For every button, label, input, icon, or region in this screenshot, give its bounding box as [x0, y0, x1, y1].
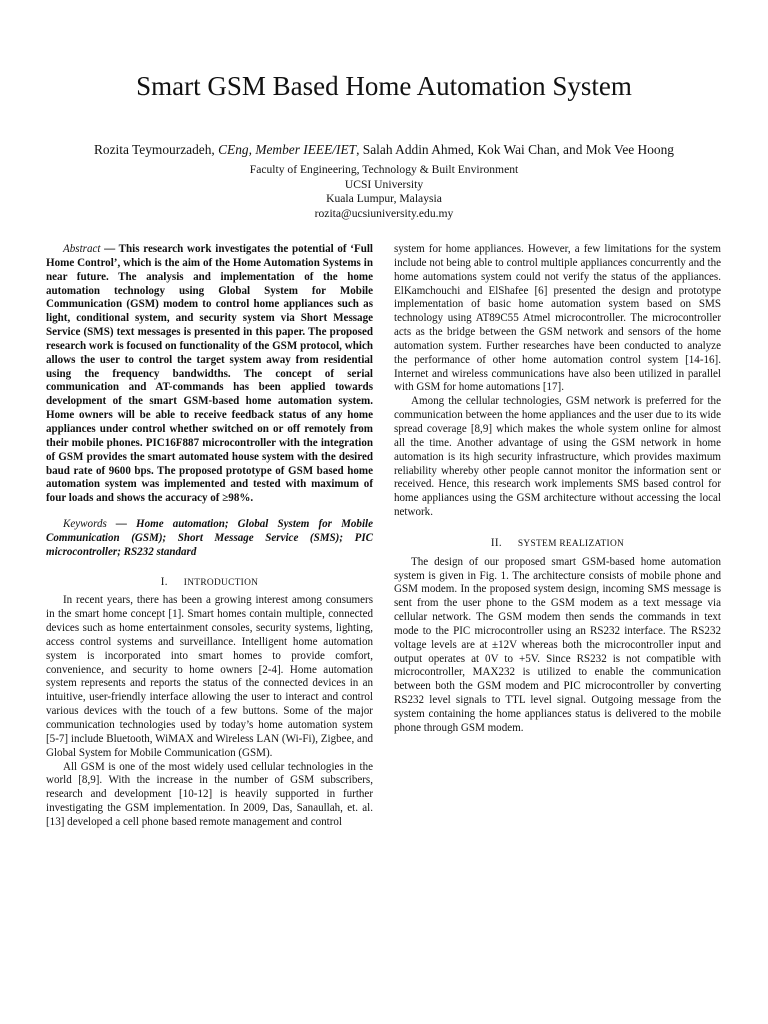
body-paragraph: All GSM is one of the most widely used cellular technologies in the world [8,9]. With the increase in the number of GSM subscribers, research and development [10-12] is heavily supported in further investigating the GSM implementation. In 2009, Das, Sanaullah, et. al. [13] developed a cell phone based remote management and control [46, 760, 373, 828]
right-column [394, 243, 721, 736]
abstract-label: Abstract [63, 243, 101, 255]
left-column [46, 243, 373, 830]
section-heading-system-realization [394, 537, 721, 552]
paper-title: Smart GSM Based Home Automation System [136, 71, 632, 101]
affiliation-location: Kuala Lumpur, Malaysia [326, 192, 442, 206]
body-paragraph: Among the cellular technologies, GSM network is preferred for the communication between the home appliances and the user due to its wide spread coverage [8,9] which makes the whole system online for almost all the time. Another advantage of using the GSM network in home automation is its high security infrastructure, which provides maximum reliability whereby other people cannot monitor the information sent or received. Hence, this research work implements SMS based control for home appliances using the GSM architecture without accessing the local network. [394, 395, 721, 519]
keywords-label: Keywords [63, 518, 107, 531]
body-paragraph: In recent years, there has been a growing interest among consumers in the smart home concept [1]. Smart homes contain multiple, connected devices such as home entertainment consoles, security systems, lighting, access control systems and surveillance. Intelligent home automation system is incorporated into smart homes to provide comfort, convenience, and security to home owners [2-4]. Home automation system represents and reports the status of the connected devices in an intuitive, user-friendly interface allowing the user to interact and control various devices with the touch of a few buttons. Some of the major communication technologies used by today’s home automation system [5-7] include Bluetooth, WiMAX and Wireless LAN (Wi-Fi), Zigbee, and Global System for Mobile Communication (GSM). [46, 594, 373, 759]
affiliation-university: UCSI University [344, 177, 424, 191]
section-title: SYSTEM REALIZATION [517, 538, 625, 549]
keywords-text: — Home automation; Global System for Mobile Communication (GSM); Short Message Service (SMS); PIC microcontroller; RS232 standard [46, 518, 373, 558]
section-number: I. [160, 575, 168, 588]
author-email[interactable]: rozita@ucsiuniversity.edu.my [314, 206, 454, 220]
abstract-text: — This research work investigates the potential of ‘Full Home Control’, which is the aim of the Home Automation Systems in near future. The analysis and implementation of the home automation technology using Global System for Mobile Communication (GSM) modem to control home appliances such as light, conditional system, and security system via Short Message Service (SMS) text messages is presented in this paper. The proposed research work is focused on functionality of the GSM protocol, which allows the user to control the target system away from residential using the frequency bandwidths. The concept of serial communication and AT-commands has been applied towards development of the smart GSM-based home automation system. Home owners will be able to receive feedback status of any home appliances under control whether switched on or off remotely from their mobile phones. PIC16F887 microcontroller with the integration of GSM provides the smart automated house system with the desired baud rate of 9600 bps. The proposed prototype of GSM based home automation system was implemented and tested with maximum of four loads and shows the accuracy of ≥98%. [46, 243, 373, 505]
body-paragraph: The design of our proposed smart GSM-based home automation system is given in Fig. 1. The architecture consists of mobile phone and GSM modem. In the proposed system design, incoming SMS message is sent from the user phone to the GSM modem as a text message via cellular network. The GSM modem then sends the commands in text mode to the PIC microcontroller using an RS232 interface. The RS232 voltage levels are at ±12V whereas both the microcontroller input and output operates at 0V to +5V. Since RS232 is not compatible with microcontroller, MAX232 is utilized to enable the communication between both the GSM modem and PIC microcontroller by converting RS232 level signals to TTL level signal. Outgoing message from the system containing the home appliances status is delivered to the mobile phone through GSM modem. [394, 555, 721, 734]
abstract [46, 243, 373, 506]
co-authors: , Salah Addin Ahmed, Kok Wai Chan, and Mok Vee Hoong [356, 142, 675, 157]
section-number: II. [490, 536, 502, 549]
section-title: INTRODUCTION [183, 577, 259, 588]
body-paragraph: system for home appliances. However, a few limitations for the system include not being able to control multiple appliances concurrently and the home automations system could not verify the status of the appliances. ElKamchouchi and ElShafee [6] presented the design and prototype implementation of basic home automation system based on SMS technology using AT89C55 Atmel microcontroller. The microcontroller acts as the bridge between the GSM network and sensors of the home automation system. Further researches have been conducted to analyze the performance of other home automation control system [14-16]. Internet and wireless communications have also been utilized in parallel with GSM for home automations [17]. [394, 243, 721, 394]
first-author-credentials: CEng, Member IEEE/IET [218, 142, 357, 157]
keywords [46, 518, 373, 560]
first-author: Rozita Teymourzadeh, [93, 142, 215, 157]
section-heading-introduction [46, 576, 373, 591]
author-line [0, 141, 768, 158]
affiliation-faculty: Faculty of Engineering, Technology & Built Environment [249, 163, 519, 176]
affiliation-block [0, 163, 768, 221]
